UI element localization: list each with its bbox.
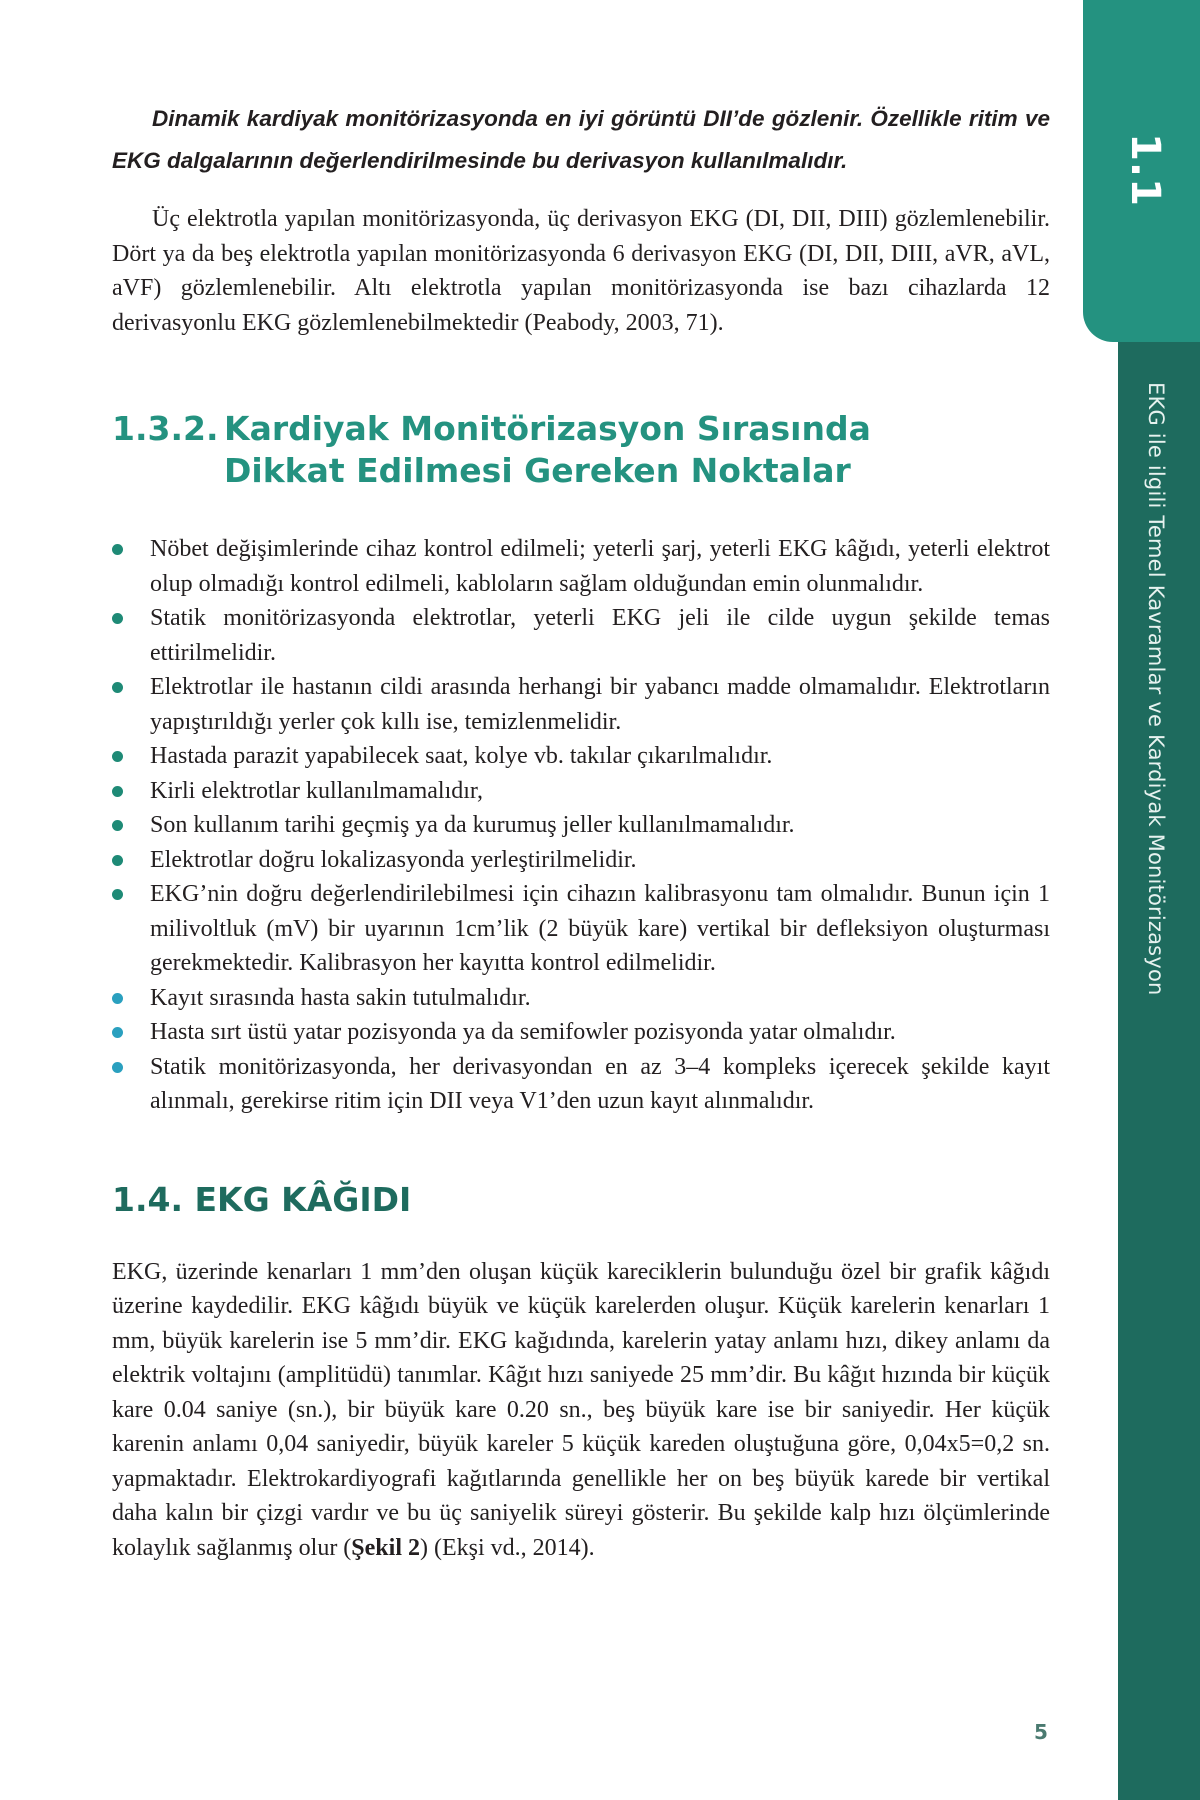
paragraph-monitoring-leads: Üç elektrotla yapılan monitörizasyonda, üç derivasyon EKG (DI, DII, DIII) gözlemlenebilir. Dört ya da beş elektrotla yapılan monitörizasyonda 6 derivasyon EKG (DI, DII, DIII, aVR, aVL, aVF) gözlemlenebilir. Altı elektrotla yapılan monitörizasyonda ise bazı cihazlarda 12 derivasyonlu EKG gözlemlenebilmektedir (Peabody, 2003, 71). [112,206,1050,336]
list-item [112,739,1050,774]
bullet-icon [112,544,123,555]
section-title-line-2: Dikkat Edilmesi Gereken Noktalar [224,451,851,490]
bullet-icon [112,751,123,762]
bullet-icon [112,1062,123,1073]
page-number: 5 [1034,1720,1048,1744]
paragraph-ekg-paper [112,1255,1050,1566]
list-item [112,808,1050,843]
list-item-text: Hastada parazit yapabilecek saat, kolye vb. takılar çıkarılmalıdır. [150,743,773,769]
list-item-text: Hasta sırt üstü yatar pozisyonda ya da semifowler pozisyonda yatar olmalıdır. [150,1019,896,1045]
list-item [112,601,1050,670]
list-item-text: Kayıt sırasında hasta sakin tutulmalıdır. [150,984,531,1011]
chapter-number: 1.1 [1122,133,1168,207]
list-item-text: Elektrotlar ile hastanın cildi arasında herhangi bir yabancı madde olmamalıdır. Elektrotların yapıştırıldığı yerler çok kıllı ise, temizlenmelidir. [150,674,1050,735]
bullet-icon [112,613,123,624]
list-item-text: EKG’nin doğru değerlendirilebilmesi için cihazın kalibrasyonu tam olmalıdır. Bunun için 1 milivoltluk (mV) bir uyarının 1cm’lik (2 büyük kare) vertikal bir defleksiyon oluşturması gerekmektedir. Kalibrasyon her kayıtta kontrol edilmelidir. [150,881,1050,976]
list-item [112,981,1050,1016]
figure-reference[interactable]: Şekil 2 [351,1534,420,1561]
highlight-note: Dinamik kardiyak monitörizasyonda en iyi görüntü DII’de gözlenir. Özellikle ritim ve EKG dalgalarının değerlendirilmesinde bu derivasyon kullanılmalıdır. [112,106,1050,173]
list-item [112,670,1050,739]
checklist [112,532,1050,1119]
list-item [112,1015,1050,1050]
running-title: EKG ile ilgili Temel Kavramlar ve Kardiyak Monitörizasyon [1144,382,1168,996]
list-item [112,877,1050,981]
list-item-text: Elektrotlar doğru lokalizasyonda yerleştirilmelidir. [150,846,637,873]
bullet-icon [112,1027,123,1038]
bullet-icon [112,889,123,900]
section-heading-1-4: 1.4. EKG KÂĞIDI [112,1179,412,1219]
list-item-text: Statik monitörizasyonda elektrotlar, yeterli EKG jeli ile cilde uygun şekilde temas ettirilmelidir. [150,605,1050,666]
section-number: 1.3.2. [112,409,219,448]
citation: ) (Ekşi vd., 2014). [419,1534,595,1561]
page-content [112,98,1050,1565]
section-heading-1-3-2 [112,408,1050,492]
list-item-text: Kirli elektrotlar kullanılmamalıdır, [150,777,483,804]
list-item [112,774,1050,809]
bullet-icon [112,855,123,866]
section-title-line-1: Kardiyak Monitörizasyon Sırasında [224,409,871,448]
list-item [112,532,1050,601]
list-item-text: Son kullanım tarihi geçmiş ya da kurumuş jeller kullanılmamalıdır. [150,812,795,838]
paragraph-text: EKG, üzerinde kenarları 1 mm’den oluşan küçük kareciklerin bulunduğu özel bir grafik kâğıdı üzerine kaydedilir. EKG kâğıdı büyük ve küçük karelerden oluşur. Küçük karelerin kenarları 1 mm, büyük karelerin ise 5 mm’dir. EKG kağıdında, karelerin yatay anlamı hızı, dikey anlamı da elektrik voltajını (amplitüdü) tanımlar. Kâğıt hızı saniyede 25 mm’dir. Bu kâğıt hızında bir küçük kare 0.04 saniye (sn.), bir büyük kare 0.20 sn., beş büyük kare ise bir saniyedir. Her küçük karenin anlamı 0,04 saniyedir, büyük kareler 5 küçük kareden oluştuğuna göre, 0,04x5=0,2 sn. yapmaktadır. Elektrokardiyografi kağıtlarında genellikle her on beş büyük karede bir vertikal daha kalın bir çizgi vardır ve bu üç saniyelik süreyi gösterir. Bu şekilde kalp hızı ölçümlerinde kolaylık sağlanmış olur ( [112,1258,1050,1561]
list-item [112,843,1050,878]
bullet-icon [112,993,123,1004]
list-item-text: Nöbet değişimlerinde cihaz kontrol edilmeli; yeterli şarj, yeterli EKG kâğıdı, yeterli elektrot olup olmadığı kontrol edilmeli, kabloların sağlam olduğundan emin olunmalıdır. [150,536,1050,597]
section-title [224,408,871,492]
bullet-icon [112,786,123,797]
bullet-icon [112,682,123,693]
bullet-icon [112,820,123,831]
list-item-text: Statik monitörizasyonda, her derivasyondan en az 3–4 kompleks içerecek şekilde kayıt alınmalı, gerekirse ritim için DII veya V1’den uzun kayıt alınmalıdır. [150,1053,1050,1114]
list-item [112,1050,1050,1119]
